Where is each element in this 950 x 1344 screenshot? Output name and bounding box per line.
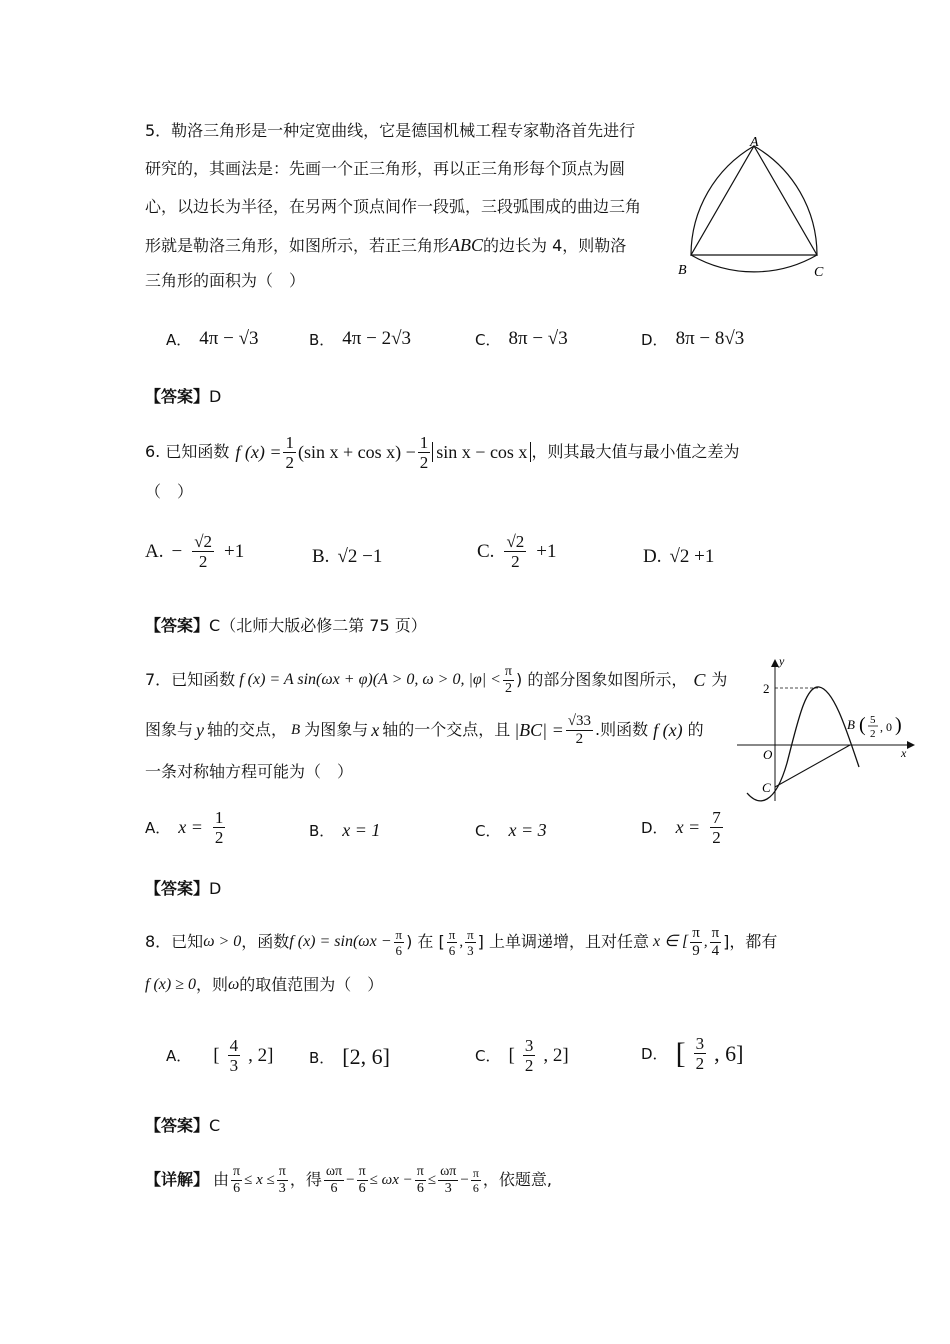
q6-bracket: （ ） (145, 482, 194, 501)
denominator: 6 (416, 1180, 424, 1196)
option-value: √2 −1 (337, 546, 383, 567)
detail-frac-7 (471, 1166, 481, 1195)
q8-comma: , (459, 934, 464, 950)
numerator: √2 (506, 532, 525, 551)
answer-value: C (209, 1116, 221, 1135)
answer-value: C (209, 616, 221, 635)
option-value: [2, 6] (342, 1044, 390, 1069)
detail-f: ，依题意, (482, 1170, 553, 1189)
point-b-label: B (847, 717, 855, 732)
denominator: 2 (511, 552, 520, 571)
q8-b: ω > 0 (203, 933, 242, 950)
option-frac (504, 532, 526, 571)
q6-suffix: ，则其最大值与最小值之差为 (531, 442, 740, 461)
q8-detail (145, 1158, 552, 1202)
numerator: π (467, 926, 474, 942)
comma: , (880, 720, 883, 734)
option-value: 4π − √3 (199, 328, 259, 349)
reuleaux-curve (691, 146, 817, 272)
q8-comma-2: , (703, 934, 708, 950)
q6-abs: sin x − cos x (432, 442, 531, 462)
q8-d: f (x) = sin(ωx − (289, 933, 392, 950)
denominator: 3 (467, 942, 474, 958)
numerator: ωπ (325, 1163, 343, 1179)
q6-option-c[interactable] (477, 532, 557, 571)
q7-option-d[interactable] (641, 808, 725, 847)
q8-option-b[interactable] (309, 1044, 390, 1070)
q8-frac-e1 (447, 927, 458, 958)
numerator: π (416, 1163, 424, 1179)
q7-l2-e: .则函数 (595, 720, 649, 739)
numerator: π (358, 1163, 366, 1179)
option-lhs: x = (178, 817, 203, 837)
numerator: π (395, 926, 403, 942)
q7-option-c[interactable] (475, 820, 547, 841)
option-label: C． (475, 1047, 501, 1065)
answer-label: 【答案】 (145, 387, 210, 406)
q8-c: ，函数 (241, 932, 290, 951)
numerator: 1 (419, 432, 429, 452)
q7-c: C (693, 670, 706, 690)
q7-line-2 (145, 710, 704, 750)
q8-option-a[interactable] (166, 1036, 273, 1075)
denominator: 2 (504, 680, 512, 696)
x-axis-arrow (907, 741, 915, 749)
q6-option-d[interactable] (643, 546, 714, 568)
detail-minus-2: − (460, 1172, 469, 1188)
option-label: D． (641, 330, 668, 349)
q5-line-3: 心，以边长为半径，在另两个顶点间作一段弧，三段弧围成的曲边三角 (145, 197, 642, 216)
q7-end: 为 (711, 670, 728, 689)
option-frac (228, 1036, 241, 1075)
numerator: 1 (285, 432, 294, 452)
option-label: B. (312, 546, 330, 567)
detail-frac-6 (438, 1164, 458, 1197)
option-post: , 2] (248, 1044, 274, 1066)
option-label: A. (145, 540, 164, 562)
numerator: π (504, 663, 512, 679)
denominator: 2 (285, 452, 294, 472)
q5-line-4 (145, 235, 626, 256)
denominator: 2 (198, 552, 208, 571)
denominator: 3 (444, 1180, 452, 1196)
q8-line-1 (145, 922, 777, 962)
numerator: π (472, 1165, 479, 1180)
y-label: y (779, 655, 785, 668)
q8-l2-d: 的取值范围为（ ） (239, 975, 384, 994)
denominator: 9 (692, 942, 700, 959)
detail-frac-2 (277, 1164, 288, 1197)
q5-option-a[interactable] (166, 328, 259, 350)
q7-l2-f: f (x) (653, 720, 683, 740)
q5-line-2: 研究的，其画法是：先画一个正三角形，再以正三角形每个顶点为圆 (145, 159, 626, 178)
b-frac-den: 2 (870, 728, 876, 740)
q8-h: ]，都有 (723, 932, 778, 951)
q8-g: x ∈ [ (653, 933, 689, 950)
q8-a: 8．已知 (145, 932, 204, 951)
numerator: 7 (712, 808, 721, 827)
q5-abc: ABC (449, 235, 484, 255)
point-c-label: C (762, 780, 771, 795)
q5-line-4-text: 形就是勒洛三角形，如图所示，若正三角形 (145, 236, 450, 255)
q7-line-1 (145, 660, 727, 700)
numerator: π (278, 1163, 286, 1179)
option-frac (192, 532, 214, 571)
q5-line-5: 三角形的面积为（ ） (145, 271, 306, 290)
answer-label: 【答案】 (145, 1116, 210, 1135)
q7-l2-x: x (371, 720, 380, 740)
label-b: B (678, 263, 687, 278)
paren-close: ) (895, 714, 902, 736)
detail-frac-4 (357, 1164, 368, 1197)
denominator: 2 (712, 828, 721, 847)
label-c: C (814, 265, 824, 280)
q7-answer (145, 876, 221, 899)
q5-option-b[interactable] (309, 328, 411, 350)
denominator: 6 (233, 1180, 241, 1196)
option-label: A． (166, 330, 192, 349)
q6-option-b[interactable] (312, 546, 382, 568)
denominator: 3 (229, 1056, 239, 1075)
q5-option-d[interactable] (641, 328, 744, 350)
detail-frac-5 (415, 1164, 426, 1197)
option-post: , 2] (543, 1044, 569, 1066)
q7-l2-g: 的 (687, 720, 704, 739)
numerator: 4 (229, 1036, 239, 1055)
denominator: 4 (711, 942, 720, 959)
b-frac-num: 5 (870, 714, 876, 726)
option-label: D． (641, 819, 668, 837)
q5-option-c[interactable] (475, 328, 568, 350)
answer-label: 【答案】 (145, 616, 210, 635)
q6-paren: (sin x + cos x) − (297, 442, 416, 462)
denominator: 2 (214, 828, 224, 847)
denominator: 2 (524, 1056, 534, 1075)
option-lhs: x = (675, 817, 701, 837)
numerator: π (711, 924, 720, 941)
answer-note: （北师大版必修二第 75 页） (220, 616, 427, 635)
q8-option-d[interactable] (641, 1034, 743, 1073)
option-label: C. (477, 540, 495, 562)
q7-l2-bpt: B (291, 722, 301, 738)
option-post: +1 (536, 540, 557, 562)
q7-option-b[interactable] (309, 820, 380, 841)
q7-l2-bc: |BC| = (514, 720, 564, 740)
q8-l2-b: ，则 (195, 975, 228, 994)
denominator: 3 (278, 1180, 286, 1196)
answer-value: D (209, 879, 222, 898)
sine-graph-figure (735, 655, 915, 805)
option-pre: [ (675, 1036, 686, 1070)
q8-frac-g2 (710, 925, 722, 960)
option-label: B． (309, 330, 335, 349)
denominator: 2 (575, 730, 584, 747)
option-frac (213, 808, 226, 847)
q7-frac-sqrt33 (566, 713, 593, 748)
equilateral-triangle (691, 146, 817, 255)
q6-stem (145, 430, 739, 474)
numerator: π (233, 1163, 241, 1179)
q7-l2-c: 为图象与 (304, 720, 369, 739)
q7-line-3: 一条对称轴方程可能为（ ） (145, 762, 354, 781)
q7-suffix: ) 的部分图象如图所示， (515, 670, 688, 689)
option-post: , 6] (714, 1040, 744, 1066)
numerator: ωπ (440, 1163, 457, 1179)
denominator: 2 (695, 1054, 705, 1073)
detail-c: ，得 (289, 1170, 322, 1189)
option-frac (694, 1034, 707, 1073)
detail-frac-3 (324, 1164, 344, 1197)
option-sign: − (171, 540, 183, 562)
option-value: 4π − 2√3 (342, 328, 412, 349)
option-value: 8π − 8√3 (675, 328, 745, 349)
option-pre: [ (213, 1044, 220, 1066)
numerator: π (448, 926, 456, 942)
q7-option-a[interactable] (145, 808, 227, 847)
q5-answer (145, 384, 221, 407)
option-label: C． (475, 330, 501, 349)
denominator: 6 (358, 1180, 366, 1196)
q8-l2-c: ω (228, 976, 240, 993)
q7-formula: f (x) = A sin(ωx + φ)(A > 0, ω > 0, |φ| < (239, 671, 501, 688)
numerator: √2 (194, 532, 213, 551)
paren-open: ( (859, 714, 866, 736)
option-post: +1 (224, 540, 245, 562)
answer-label: 【答案】 (145, 879, 210, 898)
option-value: 8π − √3 (508, 328, 568, 349)
q8-frac-g1 (690, 925, 702, 960)
q8-answer (145, 1113, 220, 1136)
numerator: 1 (214, 808, 224, 827)
option-label: B． (309, 822, 335, 840)
q6-option-a[interactable] (145, 532, 244, 571)
x-label: x (901, 746, 907, 760)
option-value: x = 1 (342, 820, 381, 840)
option-label: A． (145, 819, 171, 837)
q8-f: ] 上单调递增，且对任意 (477, 932, 649, 951)
tick-2: 2 (763, 681, 770, 696)
denominator: 6 (448, 942, 456, 958)
q8-l2-a: f (x) ≥ 0 (145, 976, 196, 993)
q7-frac-pi2 (503, 664, 514, 697)
q8-e: ) 在 [ (406, 932, 445, 951)
numerator: √33 (567, 712, 592, 729)
reuleaux-triangle-figure (676, 132, 836, 282)
option-frac (710, 808, 723, 847)
option-label: D. (643, 546, 662, 567)
numerator: 3 (524, 1036, 534, 1055)
detail-label: 【详解】 (145, 1170, 210, 1189)
detail-a: 由 (213, 1170, 230, 1189)
denominator: 6 (472, 1180, 479, 1195)
denominator: 6 (395, 942, 403, 958)
q7-l2-y: y (196, 720, 205, 740)
y-axis-arrow (771, 659, 779, 667)
numerator: 3 (695, 1034, 705, 1053)
detail-d: ≤ ωx − (369, 1172, 413, 1188)
q8-line-2 (145, 975, 383, 995)
q6-frac-b (418, 433, 431, 472)
q8-option-c[interactable] (475, 1036, 569, 1075)
option-value: √2 +1 (669, 546, 715, 567)
q6-prefix: 6. 已知函数 (145, 442, 230, 461)
option-label: C． (475, 822, 501, 840)
q8-frac-e2 (465, 927, 476, 958)
option-value: x = 3 (508, 820, 547, 840)
option-frac (523, 1036, 536, 1075)
q7-l2-b: 轴的交点， (207, 720, 288, 739)
option-pre: [ (508, 1044, 515, 1066)
option-label: D． (641, 1045, 668, 1063)
denominator: 2 (419, 452, 429, 472)
numerator: π (692, 924, 700, 941)
detail-frac-1 (231, 1164, 242, 1197)
option-label: A． (166, 1047, 192, 1065)
detail-minus: − (346, 1172, 355, 1188)
q7-l2-a: 图象与 (145, 720, 194, 739)
origin-label: O (763, 747, 773, 762)
denominator: 6 (330, 1180, 338, 1196)
detail-e: ≤ (427, 1172, 437, 1188)
q7-prefix: 7．已知函数 (145, 670, 236, 689)
answer-value: D (209, 387, 222, 406)
q5-line-1: 5．勒洛三角形是一种定宽曲线，它是德国机械工程专家勒洛首先进行 (145, 121, 636, 140)
q6-answer (145, 613, 427, 636)
b-zero: 0 (886, 720, 892, 734)
q5-line-4-end: 的边长为 4，则勒洛 (483, 236, 627, 255)
detail-b: ≤ x ≤ (244, 1172, 275, 1188)
q7-l2-d: 轴的一个交点，且 (382, 720, 511, 739)
label-a: A (750, 135, 759, 150)
q6-frac-a (283, 433, 296, 472)
q6-formula-left: f (x) = (235, 442, 282, 462)
option-label: B． (309, 1048, 335, 1067)
q8-frac-d (394, 927, 405, 958)
